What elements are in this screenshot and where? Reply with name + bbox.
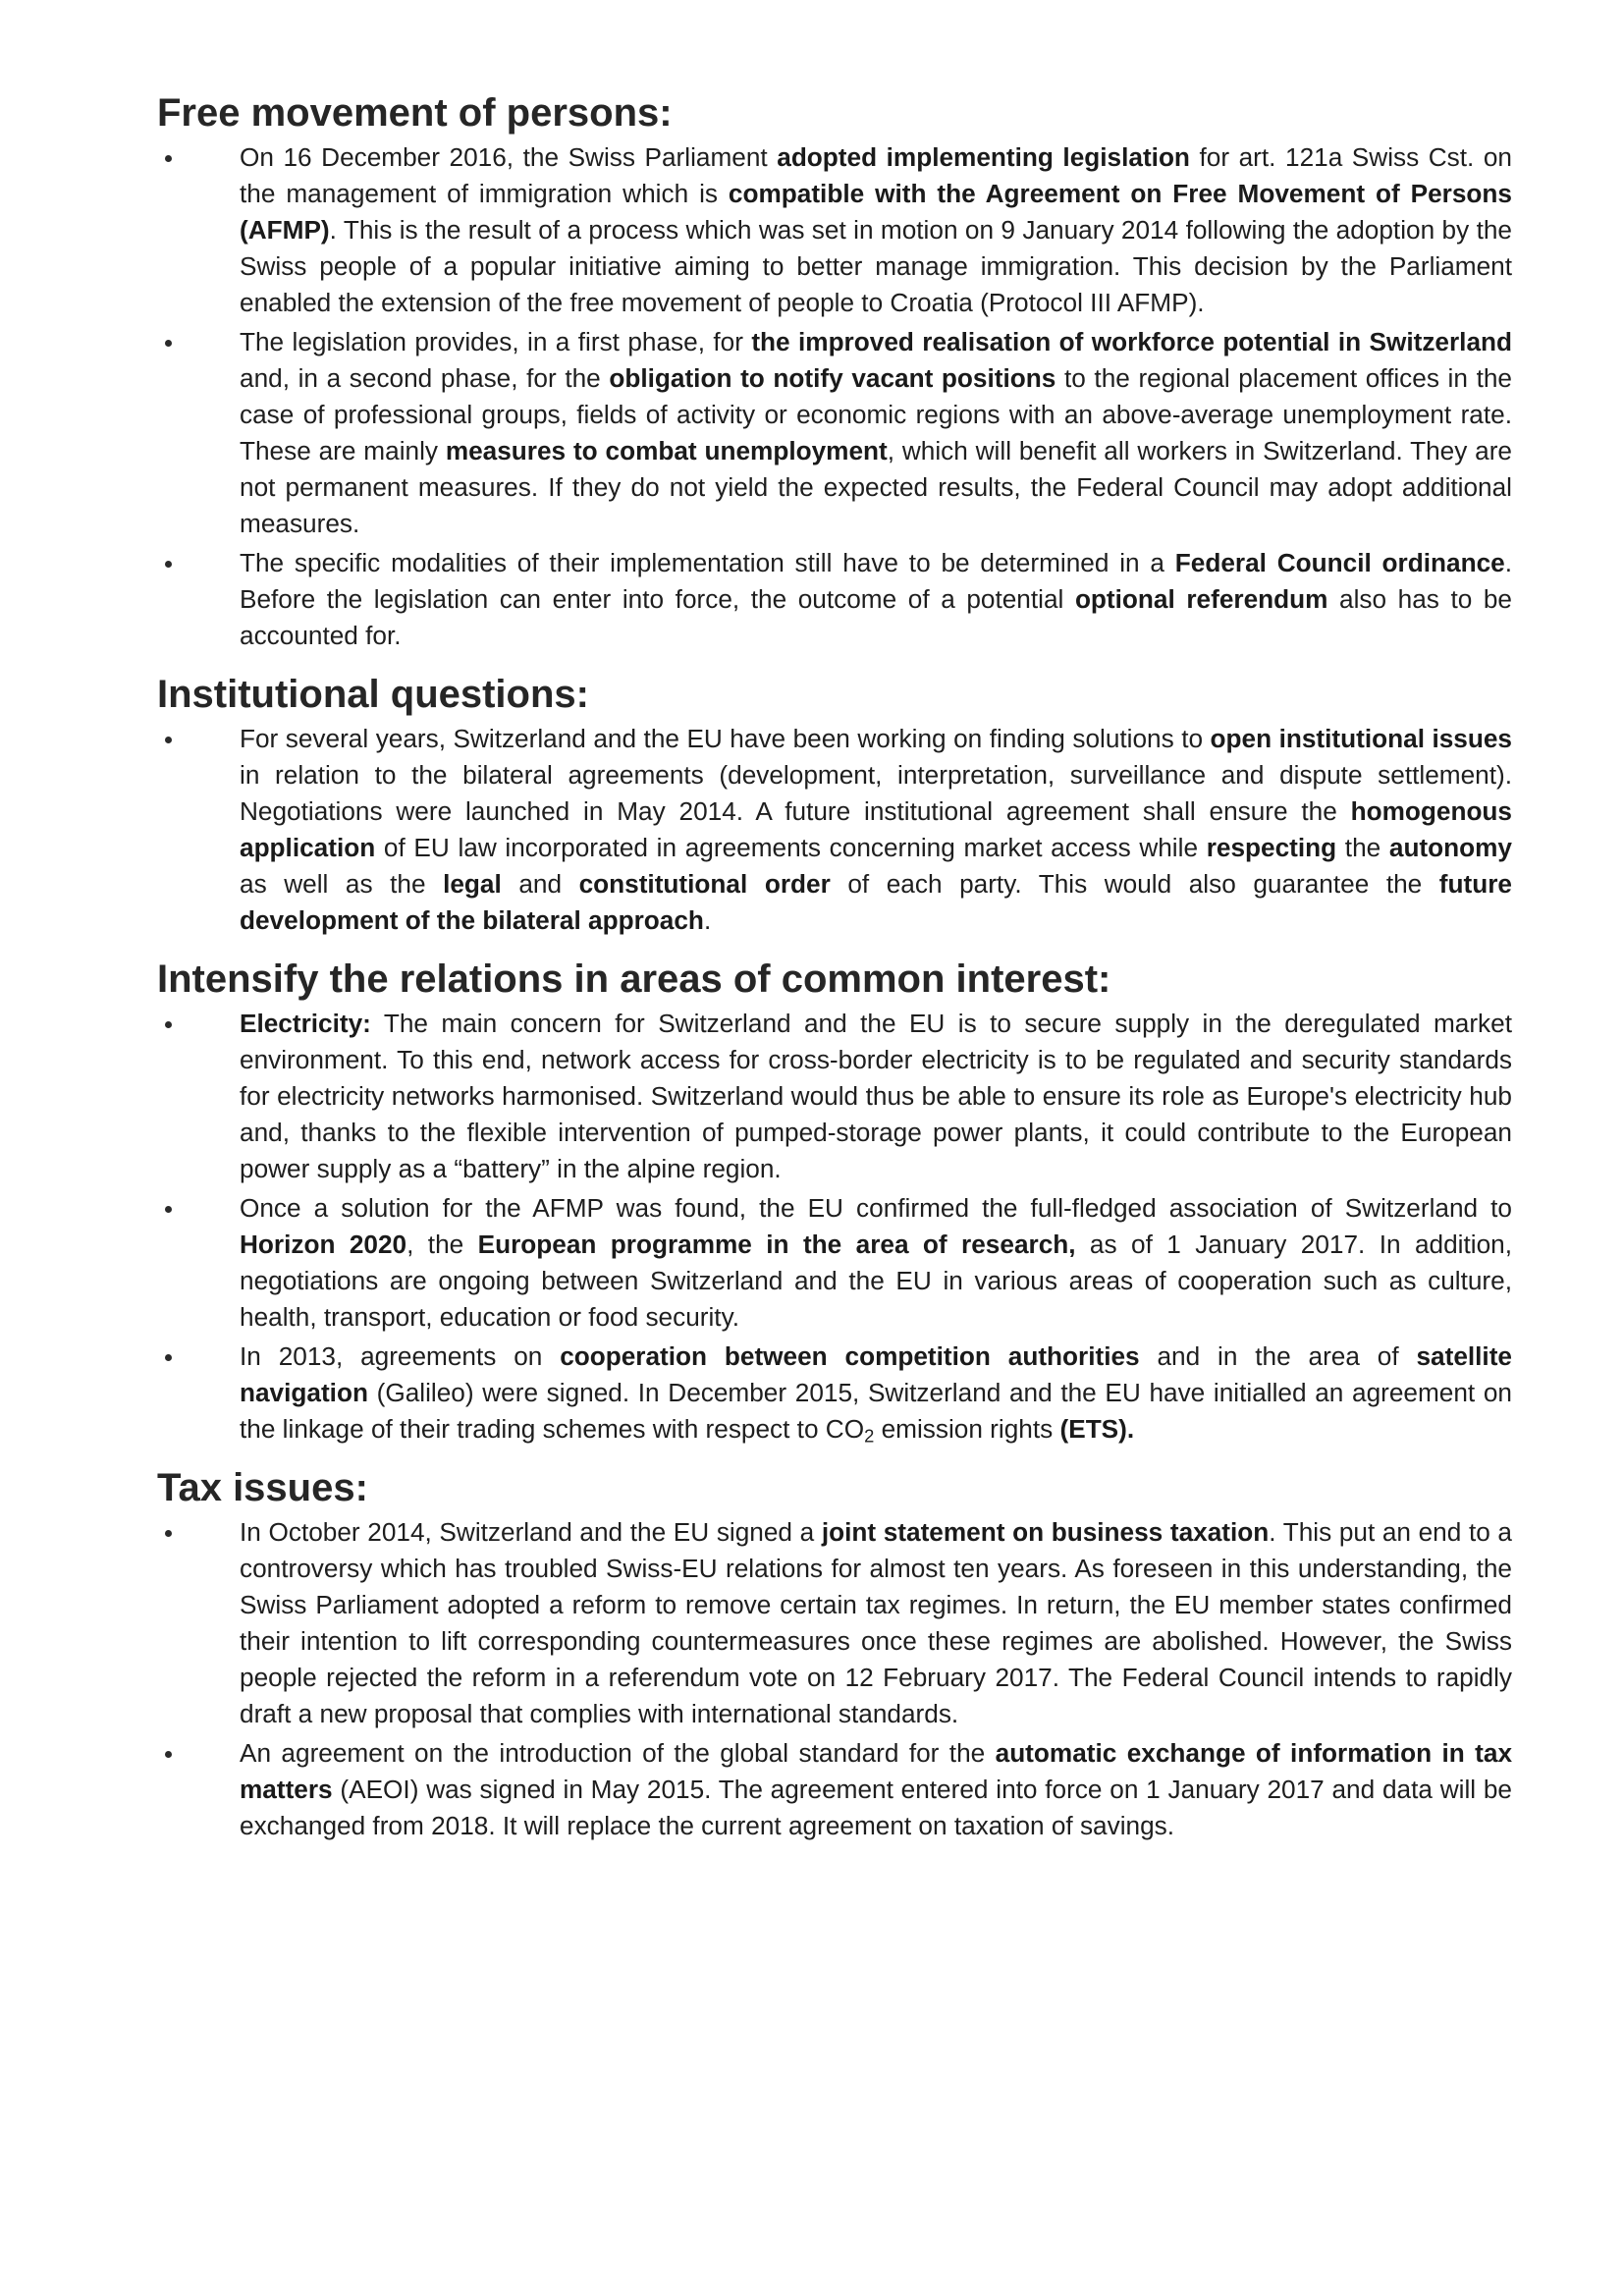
document-body	[157, 90, 1512, 1844]
list-item	[157, 139, 1512, 321]
bold-text: open institutional issues	[1210, 724, 1512, 753]
text-run: . This is the result of a process which was set in motion on 9 January 2014 following the adoption by the Swiss people of a popular initiative aiming to better manage immigration. This decision by the Parliament enabled the extension of the free movement of people to Croatia (Protocol III AFMP).	[240, 215, 1512, 317]
text-run: . Before the legislation can enter into force, the outcome of a potential	[240, 548, 1512, 614]
text-run: and, in a second phase, for the	[240, 363, 610, 393]
bullet-icon	[165, 1751, 172, 1758]
bold-text: joint statement on business taxation	[821, 1517, 1270, 1547]
subscript-text: 2	[864, 1425, 875, 1447]
section-heading: Tax issues:	[157, 1466, 368, 1509]
list-item	[157, 1006, 1512, 1187]
bold-text: obligation to notify vacant positions	[609, 363, 1056, 393]
bullet-icon	[165, 155, 172, 162]
text-run: as well as the	[240, 869, 444, 899]
bold-text: satellite navigation	[240, 1341, 1512, 1407]
list-item	[157, 1514, 1512, 1732]
list-item	[157, 721, 1512, 939]
text-run: and in the area of	[1139, 1341, 1417, 1371]
text-run: (Galileo) were signed. In December 2015, Switzerland and the EU have initialled an agreement on the linkage of their trading schemes with respect to CO	[240, 1378, 1512, 1444]
bullet-icon	[165, 1021, 172, 1028]
list-item	[157, 324, 1512, 542]
bullet-list	[157, 1006, 1512, 1448]
bold-text: the improved realisation of workforce potential in Switzerland	[751, 327, 1513, 356]
section-heading: Institutional questions:	[157, 673, 589, 716]
bold-text: cooperation between competition authorities	[560, 1341, 1140, 1371]
text-run: (AEOI) was signed in May 2015. The agreement entered into force on 1 January 2017 and data will be exchanged from 2018. It will replace the current agreement on taxation of savings.	[240, 1775, 1512, 1840]
section	[157, 957, 1512, 1448]
bold-text: adopted implementing legislation	[777, 142, 1190, 172]
text-run: The specific modalities of their implementation still have to be determined in a	[240, 548, 1175, 577]
text-run: as of 1 January 2017. In addition, negotiations are ongoing between Switzerland and the EU in various areas of cooperation such as culture, health, transport, education or food security.	[240, 1230, 1512, 1332]
text-run: the	[1336, 833, 1389, 862]
bold-text: measures to combat unemployment	[445, 436, 888, 465]
text-run: , which will benefit all workers in Switzerland. They are not permanent measures. If they do not yield the expected results, the Federal Council may adopt additional measures.	[240, 436, 1512, 538]
bold-text: optional referendum	[1074, 584, 1328, 614]
bullet-icon	[165, 1206, 172, 1213]
text-run: The main concern for Switzerland and the EU is to secure supply in the deregulated market environment. To this end, network access for cross-border electricity is to be regulated and security standards for electricity networks harmonised. Switzerland would thus be able to ensure its role as Europe's electricity hub and, thanks to the flexible intervention of pumped-storage power plants, it could contribute to the European power supply as a “battery” in the alpine region.	[240, 1009, 1512, 1183]
text-run: In 2013, agreements on	[240, 1341, 561, 1371]
text-run: In October 2014, Switzerland and the EU signed a	[240, 1517, 822, 1547]
list-item	[157, 1190, 1512, 1336]
text-run: , the	[406, 1230, 478, 1259]
bold-text: European programme in the area of research,	[477, 1230, 1076, 1259]
text-run: of each party. This would also guarantee the	[830, 869, 1439, 899]
bullet-list	[157, 139, 1512, 654]
text-run: Once a solution for the AFMP was found, the EU confirmed the full-fledged association of Switzerland to	[240, 1193, 1512, 1223]
bold-text: constitutional order	[578, 869, 831, 899]
text-run: On 16 December 2016, the Swiss Parliament	[240, 142, 778, 172]
section	[157, 672, 1512, 939]
bullet-icon	[165, 1530, 172, 1537]
text-run: The legislation provides, in a first phase, for	[240, 327, 752, 356]
bold-text: Federal Council ordinance	[1174, 548, 1505, 577]
text-run: of EU law incorporated in agreements concerning market access while	[375, 833, 1207, 862]
text-run: For several years, Switzerland and the EU have been working on finding solutions to	[240, 724, 1211, 753]
bold-text: (ETS).	[1059, 1414, 1135, 1444]
bold-text: legal	[443, 869, 502, 899]
text-run: for art. 121a Swiss Cst. on the management of immigration which is	[240, 142, 1512, 208]
bullet-icon	[165, 340, 172, 347]
bold-text: Electricity:	[240, 1009, 371, 1038]
text-run: also has to be accounted for.	[240, 584, 1512, 650]
text-run: to the regional placement offices in the case of professional groups, fields of activity or economic regions with an above-average unemployment rate. These are mainly	[240, 363, 1512, 465]
section	[157, 90, 1512, 654]
section-heading: Intensify the relations in areas of common interest:	[157, 957, 1111, 1001]
text-run: in relation to the bilateral agreements (development, interpretation, surveillance and dispute settlement). Negotiations were launched in May 2014. A future institutional agreement shall ensure the	[240, 760, 1512, 826]
text-run: emission rights	[874, 1414, 1060, 1444]
bold-text: Horizon 2020	[240, 1230, 407, 1259]
section	[157, 1465, 1512, 1844]
bullet-icon	[165, 737, 172, 743]
section-heading: Free movement of persons:	[157, 91, 673, 135]
bold-text: homogenous application	[240, 796, 1512, 862]
text-run: .	[703, 905, 712, 935]
text-run: An agreement on the introduction of the global standard for the	[240, 1738, 996, 1768]
bold-text: future development of the bilateral approach	[240, 869, 1512, 935]
list-item	[157, 1735, 1512, 1844]
bold-text: automatic exchange of information in tax matters	[240, 1738, 1513, 1804]
bold-text: autonomy	[1388, 833, 1512, 862]
list-item	[157, 545, 1512, 654]
bold-text: respecting	[1206, 833, 1337, 862]
bullet-icon	[165, 561, 172, 568]
bullet-icon	[165, 1354, 172, 1361]
text-run: . This put an end to a controversy which has troubled Swiss-EU relations for almost ten years. As foreseen in this understanding, the Swiss Parliament adopted a reform to remove certain tax regimes. In return, the EU member states confirmed their intention to lift corresponding countermeasures once these regimes are abolished. However, the Swiss people rejected the reform in a referendum vote on 12 February 2017. The Federal Council intends to rapidly draft a new proposal that complies with international standards.	[240, 1517, 1512, 1728]
bold-text: compatible with the Agreement on Free Movement of Persons (AFMP)	[240, 179, 1512, 245]
text-run: and	[501, 869, 579, 899]
bullet-list	[157, 1514, 1512, 1844]
list-item	[157, 1339, 1512, 1448]
bullet-list	[157, 721, 1512, 939]
